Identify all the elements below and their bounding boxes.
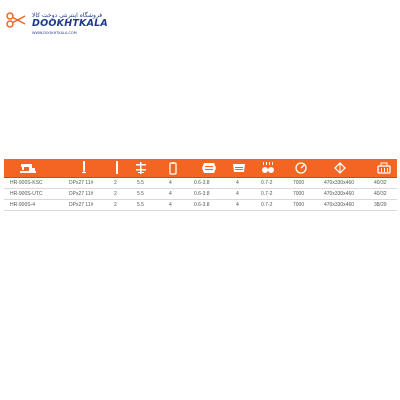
stitch-width-cell: 4 (236, 202, 239, 208)
overlock-cell: 0.7-2 (261, 180, 273, 186)
model-cell: HR-900S-KSC (10, 180, 43, 186)
sewing-machine-icon (20, 162, 36, 174)
brand-name-fa: فروشگاه اینترنتی دوخت کالا (32, 12, 103, 19)
speed-cell: 7000 (293, 191, 305, 197)
dimensions-cell: 470x330x460 (324, 191, 355, 197)
stitch-length-cell: 5.5 (137, 180, 144, 186)
dimensions-box-icon (334, 162, 346, 174)
stitch-width-cell: 4 (236, 180, 239, 186)
thread-cell: 2 (114, 180, 117, 186)
presser-foot-icon (169, 162, 177, 175)
stitch-width-cell: 4 (236, 191, 239, 197)
needle-cell: DPx27 11# (69, 202, 94, 208)
model-cell: HR-900S-UTC (10, 191, 43, 197)
table-row (4, 200, 397, 211)
thread-cell: 2 (114, 191, 117, 197)
table-header-row (4, 159, 397, 178)
differential-feed-cell: 0.6-3.8 (194, 202, 210, 208)
speed-cell: 7000 (293, 202, 305, 208)
weight-cell: 40/32 (374, 191, 387, 197)
thread-count-icon (115, 161, 119, 175)
needle-icon (81, 161, 87, 175)
presser-foot-cell: 4 (169, 202, 172, 208)
brand-logo (6, 10, 108, 40)
weight-cell: 38/29 (374, 202, 387, 208)
weight-cell: 40/32 (374, 180, 387, 186)
presser-foot-cell: 4 (169, 191, 172, 197)
table-row (4, 178, 397, 189)
presser-foot-cell: 4 (169, 180, 172, 186)
weight-scale-icon (377, 162, 391, 174)
scissors-icon (6, 12, 26, 28)
differential-feed-icon (201, 162, 217, 174)
stitch-length-cell: 5.5 (137, 202, 144, 208)
brand-name-en: DOOKHTKALA (32, 18, 108, 29)
table-row (4, 189, 397, 200)
differential-feed-cell: 0.6-3.8 (194, 191, 210, 197)
speed-dial-icon (295, 162, 307, 174)
speed-cell: 7000 (293, 180, 305, 186)
overlock-cell: 0.7-2 (261, 191, 273, 197)
needle-cell: DPx27 11# (69, 191, 94, 197)
thread-cell: 2 (114, 202, 117, 208)
model-cell: HR-900S-4 (10, 202, 36, 208)
overlock-stitch-icon (261, 162, 275, 174)
differential-feed-cell: 0.6-3.8 (194, 180, 210, 186)
dimensions-cell: 470x330x460 (324, 180, 355, 186)
dimensions-cell: 470x330x460 (324, 202, 355, 208)
stitch-width-icon (232, 162, 246, 174)
needle-cell: DPx27 11# (69, 180, 94, 186)
spec-table (4, 159, 397, 211)
stitch-length-cell: 5.5 (137, 191, 144, 197)
stitch-length-icon (135, 162, 147, 174)
brand-url: WWW.DOOKHTKALA.COM (32, 31, 77, 35)
overlock-cell: 0.7-2 (261, 202, 273, 208)
